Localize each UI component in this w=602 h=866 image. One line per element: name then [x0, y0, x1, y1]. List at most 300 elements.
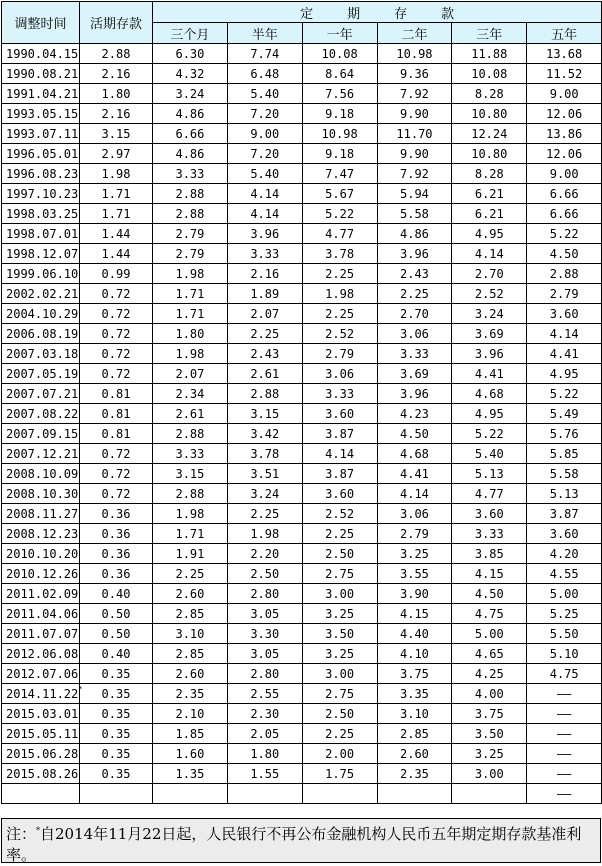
date-text: 1993.05.15	[6, 106, 79, 121]
cell-term-rate: 11.88	[452, 44, 527, 64]
cell-term-rate: ——	[527, 784, 602, 804]
cell-term-rate: 3.25	[377, 544, 452, 564]
cell-term-rate	[227, 784, 302, 804]
date-text: 1996.05.01	[6, 146, 79, 161]
cell-term-rate: 3.50	[452, 724, 527, 744]
cell-term-rate: 5.40	[227, 84, 302, 104]
cell-term-rate: 4.41	[452, 364, 527, 384]
cell-demand-rate: 1.71	[80, 184, 153, 204]
table-row	[2, 744, 602, 764]
cell-term-rate: 3.75	[377, 664, 452, 684]
cell-term-rate: 4.20	[527, 544, 602, 564]
cell-term-rate: 2.75	[302, 564, 377, 584]
cell-demand-rate: 0.36	[80, 504, 153, 524]
cell-demand-rate: 0.40	[80, 584, 153, 604]
table-row	[2, 404, 602, 424]
cell-term-rate: 5.25	[527, 604, 602, 624]
cell-demand-rate: 0.72	[80, 484, 153, 504]
cell-demand-rate: 3.15	[80, 124, 153, 144]
footnote-ref-mark: *	[78, 684, 83, 693]
cell-date	[2, 684, 83, 704]
cell-demand-rate: 0.72	[80, 284, 153, 304]
cell-date	[2, 344, 80, 364]
header-fixed-deposit-label: 定期存款	[300, 6, 489, 22]
date-text: 2004.10.29	[6, 306, 79, 321]
cell-term-rate: 5.13	[527, 484, 602, 504]
cell-term-rate: 5.22	[302, 204, 377, 224]
header-term: 半年	[227, 23, 302, 44]
cell-term-rate: 5.85	[527, 444, 602, 464]
cell-date	[2, 564, 80, 584]
cell-demand-rate: 1.44	[80, 224, 153, 244]
cell-term-rate: 6.30	[153, 44, 228, 64]
cell-term-rate: 1.89	[227, 284, 302, 304]
cell-term-rate: 4.86	[377, 224, 452, 244]
cell-term-rate: 3.06	[302, 364, 377, 384]
cell-term-rate: 1.35	[153, 764, 228, 784]
table-row	[2, 544, 602, 564]
cell-demand-rate: 0.35	[80, 684, 153, 704]
cell-term-rate: 4.32	[153, 64, 228, 84]
cell-term-rate: 3.33	[302, 384, 377, 404]
table-row	[2, 704, 602, 724]
cell-term-rate: 3.87	[302, 424, 377, 444]
cell-term-rate: 2.30	[227, 704, 302, 724]
cell-term-rate: 1.91	[153, 544, 228, 564]
cell-term-rate: 3.24	[153, 84, 228, 104]
cell-term-rate: 2.25	[302, 304, 377, 324]
cell-term-rate: 1.85	[153, 724, 228, 744]
cell-term-rate: 3.51	[227, 464, 302, 484]
cell-demand-rate: 0.81	[80, 384, 153, 404]
cell-term-rate: 3.00	[452, 764, 527, 784]
date-text: 1998.12.07	[6, 246, 79, 261]
table-row	[2, 84, 602, 104]
cell-term-rate: 6.21	[452, 184, 527, 204]
cell-term-rate: 3.25	[302, 644, 377, 664]
date-text: 1998.03.25	[6, 206, 79, 221]
cell-demand-rate: 0.35	[80, 704, 153, 724]
cell-term-rate: 2.79	[153, 244, 228, 264]
table-row	[2, 264, 602, 284]
cell-date	[2, 724, 80, 744]
cell-term-rate: 3.35	[377, 684, 452, 704]
cell-term-rate: 3.33	[452, 524, 527, 544]
date-text: 2008.11.27	[6, 506, 79, 521]
date-text: 1996.08.23	[6, 166, 79, 181]
cell-demand-rate: 0.99	[80, 264, 153, 284]
cell-term-rate: ——	[527, 764, 602, 784]
cell-term-rate: 2.88	[153, 184, 228, 204]
date-text: 2002.02.21	[6, 286, 79, 301]
cell-date	[2, 64, 80, 84]
cell-term-rate: 2.00	[302, 744, 377, 764]
cell-demand-rate: 0.50	[80, 604, 153, 624]
cell-term-rate: 3.15	[227, 404, 302, 424]
cell-demand-rate: 0.36	[80, 544, 153, 564]
cell-term-rate	[377, 784, 452, 804]
cell-term-rate: 7.74	[227, 44, 302, 64]
cell-term-rate: ——	[527, 684, 602, 704]
deposit-rate-table	[1, 1, 602, 804]
cell-term-rate: 7.56	[302, 84, 377, 104]
table-row	[2, 284, 602, 304]
cell-term-rate: 3.60	[302, 484, 377, 504]
cell-term-rate: 4.10	[377, 644, 452, 664]
cell-term-rate: 2.25	[227, 504, 302, 524]
cell-term-rate: 2.85	[153, 644, 228, 664]
cell-date	[2, 764, 80, 784]
table-row	[2, 64, 602, 84]
cell-term-rate: 4.77	[302, 224, 377, 244]
cell-term-rate: 3.50	[302, 624, 377, 644]
cell-date	[2, 324, 80, 344]
cell-term-rate: 1.71	[153, 524, 228, 544]
header-adjust-date: 调整时间	[2, 2, 80, 44]
cell-date	[2, 484, 80, 504]
cell-term-rate: 3.10	[153, 624, 228, 644]
cell-date	[2, 124, 80, 144]
cell-term-rate: 13.68	[527, 44, 602, 64]
cell-term-rate: 2.79	[302, 344, 377, 364]
cell-term-rate: 3.42	[227, 424, 302, 444]
cell-term-rate: 5.67	[302, 184, 377, 204]
date-text: 2008.10.09	[6, 466, 79, 481]
cell-date	[2, 264, 80, 284]
header-term: 三年	[452, 23, 527, 44]
cell-term-rate: 5.76	[527, 424, 602, 444]
cell-term-rate: 3.78	[227, 444, 302, 464]
cell-term-rate: 9.00	[527, 84, 602, 104]
cell-term-rate: 11.70	[377, 124, 452, 144]
cell-term-rate: ——	[527, 744, 602, 764]
cell-date	[2, 544, 80, 564]
cell-term-rate: 5.50	[527, 624, 602, 644]
table-row	[2, 304, 602, 324]
cell-term-rate: 3.33	[377, 344, 452, 364]
cell-term-rate: 3.69	[377, 364, 452, 384]
cell-date	[2, 664, 80, 684]
table-row	[2, 724, 602, 744]
cell-term-rate: 1.71	[153, 284, 228, 304]
cell-term-rate: 4.95	[452, 224, 527, 244]
cell-term-rate: 7.92	[377, 84, 452, 104]
date-text: 2008.12.23	[6, 526, 79, 541]
cell-term-rate: 3.75	[452, 704, 527, 724]
cell-term-rate: 2.16	[227, 264, 302, 284]
cell-demand-rate: 0.35	[80, 724, 153, 744]
table-row	[2, 164, 602, 184]
cell-demand-rate	[80, 784, 153, 804]
table-row	[2, 644, 602, 664]
cell-term-rate: 4.41	[377, 464, 452, 484]
cell-date	[2, 164, 80, 184]
cell-date	[2, 384, 80, 404]
table-row	[2, 384, 602, 404]
cell-term-rate: 1.98	[153, 344, 228, 364]
cell-date	[2, 404, 80, 424]
cell-term-rate: 4.14	[452, 244, 527, 264]
date-text: 2007.08.22	[6, 406, 79, 421]
cell-term-rate	[452, 784, 527, 804]
cell-term-rate: 4.14	[527, 324, 602, 344]
cell-term-rate: 2.75	[302, 684, 377, 704]
cell-date	[2, 144, 80, 164]
cell-demand-rate: 0.35	[80, 664, 153, 684]
cell-term-rate: 2.25	[302, 264, 377, 284]
date-text: 2012.07.06	[6, 666, 79, 681]
cell-demand-rate: 0.36	[80, 564, 153, 584]
cell-date	[2, 504, 80, 524]
cell-term-rate: 4.15	[377, 604, 452, 624]
cell-term-rate: 10.08	[452, 64, 527, 84]
cell-term-rate: 3.90	[377, 584, 452, 604]
cell-term-rate: 4.50	[377, 424, 452, 444]
cell-term-rate: 2.88	[227, 384, 302, 404]
cell-term-rate: 4.75	[527, 664, 602, 684]
cell-date	[2, 84, 80, 104]
cell-term-rate: 2.25	[302, 524, 377, 544]
cell-term-rate: 3.55	[377, 564, 452, 584]
cell-date	[2, 304, 80, 324]
table-row	[2, 444, 602, 464]
date-text: 2006.08.19	[6, 326, 79, 341]
cell-term-rate: 10.80	[452, 104, 527, 124]
cell-term-rate: 5.58	[377, 204, 452, 224]
cell-term-rate: 4.55	[527, 564, 602, 584]
cell-term-rate: 5.40	[452, 444, 527, 464]
cell-term-rate: 3.25	[302, 604, 377, 624]
cell-term-rate: 7.47	[302, 164, 377, 184]
cell-term-rate: 4.68	[377, 444, 452, 464]
cell-demand-rate: 0.81	[80, 424, 153, 444]
date-text: 2011.04.06	[6, 606, 79, 621]
cell-term-rate: 2.50	[227, 564, 302, 584]
cell-date	[2, 224, 80, 244]
date-text: 2011.02.09	[6, 586, 79, 601]
cell-term-rate: 2.79	[527, 284, 602, 304]
cell-demand-rate: 0.72	[80, 324, 153, 344]
cell-term-rate: 2.10	[153, 704, 228, 724]
cell-date	[2, 744, 80, 764]
table-row	[2, 364, 602, 384]
cell-term-rate: 4.00	[452, 684, 527, 704]
footnote-text: 自2014年11月22日起，人民银行不再公布金融机构人民币五年期定期存款基准利率。	[6, 825, 582, 864]
table-row	[2, 524, 602, 544]
cell-term-rate: 1.71	[153, 304, 228, 324]
cell-term-rate: 10.98	[377, 44, 452, 64]
cell-term-rate: 9.36	[377, 64, 452, 84]
cell-term-rate: 6.66	[527, 184, 602, 204]
cell-term-rate: 4.41	[527, 344, 602, 364]
cell-demand-rate: 0.40	[80, 644, 153, 664]
cell-term-rate: 3.33	[153, 164, 228, 184]
date-text: 1991.04.21	[6, 86, 79, 101]
cell-term-rate: 1.60	[153, 744, 228, 764]
cell-term-rate: 9.18	[302, 144, 377, 164]
cell-date	[2, 604, 80, 624]
cell-demand-rate: 0.72	[80, 444, 153, 464]
cell-term-rate: 7.92	[377, 164, 452, 184]
cell-demand-rate: 2.88	[80, 44, 153, 64]
table-row	[2, 44, 602, 64]
table-row	[2, 604, 602, 624]
cell-term-rate: 2.52	[302, 504, 377, 524]
cell-term-rate: 3.87	[302, 464, 377, 484]
cell-term-rate: 3.87	[527, 504, 602, 524]
cell-demand-rate: 0.72	[80, 364, 153, 384]
cell-term-rate: 2.55	[227, 684, 302, 704]
table-row	[2, 764, 602, 784]
cell-term-rate: 2.25	[227, 324, 302, 344]
table-row	[2, 224, 602, 244]
cell-demand-rate: 0.36	[80, 524, 153, 544]
cell-term-rate: 2.70	[452, 264, 527, 284]
cell-term-rate: 4.14	[302, 444, 377, 464]
table-row	[2, 784, 602, 804]
cell-term-rate: 3.96	[452, 344, 527, 364]
cell-date	[2, 444, 80, 464]
table-row	[2, 324, 602, 344]
cell-term-rate: 12.24	[452, 124, 527, 144]
table-row	[2, 664, 602, 684]
cell-date	[2, 524, 80, 544]
cell-date	[2, 104, 80, 124]
cell-term-rate: 2.80	[227, 584, 302, 604]
cell-term-rate: 4.86	[153, 104, 228, 124]
cell-term-rate: 9.00	[527, 164, 602, 184]
cell-date	[2, 204, 80, 224]
cell-date	[2, 624, 80, 644]
cell-term-rate: 2.88	[153, 204, 228, 224]
cell-term-rate: 2.88	[527, 264, 602, 284]
cell-demand-rate: 1.44	[80, 244, 153, 264]
cell-demand-rate: 2.16	[80, 104, 153, 124]
cell-term-rate: 4.40	[377, 624, 452, 644]
cell-term-rate: ——	[527, 704, 602, 724]
cell-term-rate: 2.25	[302, 724, 377, 744]
table-row	[2, 104, 602, 124]
cell-term-rate: 4.68	[452, 384, 527, 404]
cell-term-rate: 6.48	[227, 64, 302, 84]
cell-term-rate: 3.06	[377, 324, 452, 344]
cell-term-rate: 2.88	[153, 484, 228, 504]
cell-term-rate: 3.78	[302, 244, 377, 264]
cell-term-rate: 5.13	[452, 464, 527, 484]
cell-term-rate: 3.05	[227, 644, 302, 664]
cell-term-rate: 2.05	[227, 724, 302, 744]
table-row	[2, 124, 602, 144]
cell-date	[2, 284, 80, 304]
cell-term-rate: 4.95	[452, 404, 527, 424]
cell-term-rate: 3.15	[153, 464, 228, 484]
cell-term-rate: 6.66	[153, 124, 228, 144]
cell-term-rate: 4.23	[377, 404, 452, 424]
table-row	[2, 464, 602, 484]
cell-term-rate: 3.05	[227, 604, 302, 624]
cell-demand-rate: 0.50	[80, 624, 153, 644]
table-header	[2, 2, 602, 44]
cell-term-rate: 5.00	[452, 624, 527, 644]
cell-term-rate: 4.14	[377, 484, 452, 504]
cell-term-rate: ——	[527, 724, 602, 744]
cell-term-rate: 2.34	[153, 384, 228, 404]
date-text: 2010.10.20	[6, 546, 79, 561]
table-row	[2, 144, 602, 164]
cell-term-rate: 5.58	[527, 464, 602, 484]
cell-date	[2, 364, 80, 384]
header-term: 五年	[527, 23, 602, 44]
cell-term-rate: 1.55	[227, 764, 302, 784]
footnote-prefix: 注：	[6, 825, 37, 843]
cell-term-rate: 2.85	[377, 724, 452, 744]
cell-demand-rate: 1.98	[80, 164, 153, 184]
cell-term-rate: 10.80	[452, 144, 527, 164]
cell-term-rate: 3.25	[452, 744, 527, 764]
cell-term-rate: 1.80	[153, 324, 228, 344]
date-text: 2015.06.28	[6, 746, 79, 761]
header-term: 三个月	[153, 23, 228, 44]
cell-term-rate: 8.28	[452, 164, 527, 184]
cell-term-rate: 4.95	[527, 364, 602, 384]
cell-term-rate: 3.85	[452, 544, 527, 564]
table-row	[2, 504, 602, 524]
cell-term-rate: 3.10	[377, 704, 452, 724]
table-row	[2, 184, 602, 204]
footnote-mark: *	[36, 826, 41, 835]
cell-term-rate: 2.20	[227, 544, 302, 564]
cell-date	[2, 584, 80, 604]
cell-term-rate: 5.22	[452, 424, 527, 444]
cell-term-rate: 2.60	[377, 744, 452, 764]
cell-demand-rate: 2.16	[80, 64, 153, 84]
date-text: 1990.08.21	[6, 66, 79, 81]
cell-term-rate: 2.50	[302, 704, 377, 724]
cell-term-rate: 9.90	[377, 104, 452, 124]
cell-term-rate: 2.35	[153, 684, 228, 704]
cell-term-rate: 2.43	[377, 264, 452, 284]
footnote	[1, 818, 601, 863]
cell-term-rate: 3.06	[377, 504, 452, 524]
cell-term-rate: 3.30	[227, 624, 302, 644]
table-row	[2, 564, 602, 584]
cell-date	[2, 44, 80, 64]
cell-term-rate: 4.86	[153, 144, 228, 164]
date-text: 2015.03.01	[6, 706, 79, 721]
cell-term-rate: 3.96	[377, 244, 452, 264]
cell-term-rate: 2.85	[153, 604, 228, 624]
cell-term-rate: 2.88	[153, 424, 228, 444]
cell-term-rate: 9.90	[377, 144, 452, 164]
cell-term-rate: 9.00	[227, 124, 302, 144]
cell-demand-rate: 0.72	[80, 344, 153, 364]
cell-term-rate: 2.60	[153, 664, 228, 684]
date-text: 2007.12.21	[6, 446, 79, 461]
cell-term-rate: 3.60	[302, 404, 377, 424]
cell-term-rate: 10.08	[302, 44, 377, 64]
cell-term-rate: 7.20	[227, 104, 302, 124]
cell-term-rate: 8.64	[302, 64, 377, 84]
cell-demand-rate: 0.35	[80, 764, 153, 784]
table-row	[2, 484, 602, 504]
cell-term-rate: 3.96	[227, 224, 302, 244]
cell-term-rate: 3.60	[527, 524, 602, 544]
cell-term-rate: 2.61	[227, 364, 302, 384]
cell-term-rate: 11.52	[527, 64, 602, 84]
cell-demand-rate: 0.81	[80, 404, 153, 424]
cell-term-rate: 5.40	[227, 164, 302, 184]
cell-term-rate: 4.50	[527, 244, 602, 264]
